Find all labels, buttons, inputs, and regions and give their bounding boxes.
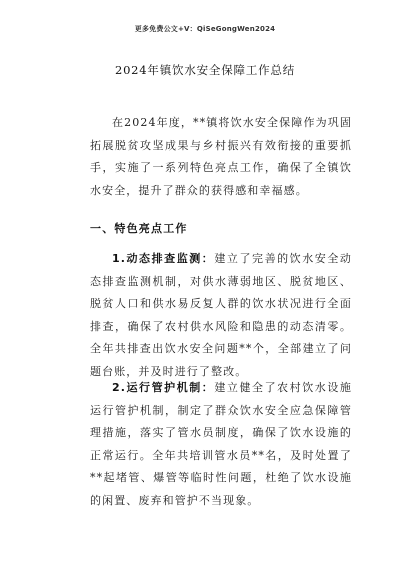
item-2-lead: 2.运行管护机制： bbox=[112, 381, 215, 394]
item-2-paragraph bbox=[90, 377, 352, 512]
item-1-lead: 1.动态排查监测： bbox=[112, 252, 215, 265]
document-title: 2024年镇饮水安全保障工作总结 bbox=[114, 63, 296, 77]
item-2-text: 建立健全了农村饮水设施运行管护机制，制定了群众饮水安全应急保障管理措施，落实了管水员制度，确保了饮水设施的正常运行。全年共培训管水员**名，及时处置了**起堵管、爆管等临时性问题，杜绝了饮水设施的闲置、废弃和管护不当现象。 bbox=[90, 381, 352, 507]
item-1-text: 建立了完善的饮水安全动态排查监测机制，对供水薄弱地区、脱贫地区、脱贫人口和供水易反复人群的饮水状况进行全面排查，确保了农村供水风险和隐患的动态清零。全年共排查出饮水安全问题**个，全部建立了问题台账，并及时进行了整改。 bbox=[90, 252, 352, 378]
item-1-paragraph bbox=[90, 248, 352, 383]
header-note: 更多免费公文+V：QiSeGongWen2024 bbox=[134, 25, 276, 33]
section-heading: 一、特色亮点工作 bbox=[90, 222, 188, 235]
intro-paragraph: 在2024年度，**镇将饮水安全保障作为巩固拓展脱贫攻坚成果与乡村振兴有效衔接的重要抓手，实施了一系列特色亮点工作，确保了全镇饮水安全，提升了群众的获得感和幸福感。 bbox=[90, 116, 352, 197]
